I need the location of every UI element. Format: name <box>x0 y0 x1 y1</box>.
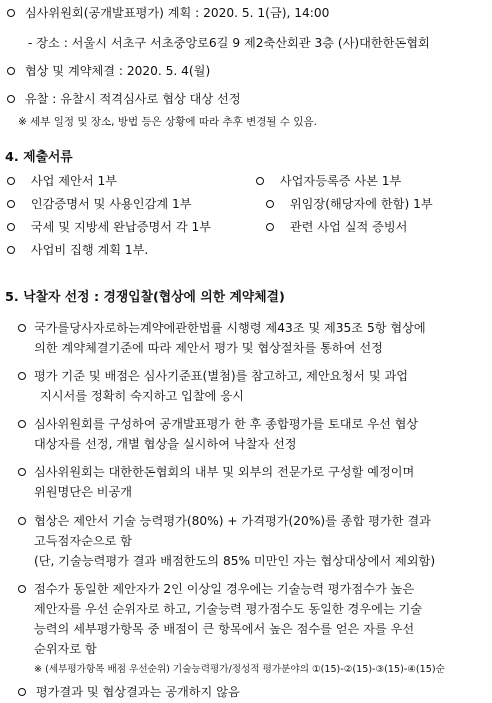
committee-text: 심사위원회(공개발표평가) 계획 : 2020. 5. 1(금), 14:00 <box>24 6 330 20</box>
circle-bullet-icon <box>7 200 15 208</box>
circle-bullet-icon <box>7 223 15 231</box>
circle-bullet-icon <box>256 177 264 185</box>
venue-line: - 장소 : 서울시 서초구 서초중앙로6길 9 제2축산회관 3층 (사)대한한돈협회 <box>28 36 430 50</box>
circle-bullet-icon <box>18 468 26 476</box>
selection-paragraph <box>18 511 484 571</box>
failed-bid-text: 유찰 : 유찰시 적격심사로 협상 대상 선정 <box>24 92 241 106</box>
paragraph-line: 의한 계약체결기준에 따라 제안서 평가 및 협상절차를 통하여 선정 <box>34 341 383 355</box>
priority-note: ※ (세부평가항목 배점 우선순위) 기술능력평가/정성적 평가분야의 ①(15)-②(15)-③(15)-④(15)순 <box>34 664 445 675</box>
paragraph-line: (단, 기술능력평가 결과 배점한도의 85% 미만인 자는 협상대상에서 제외함) <box>34 554 436 568</box>
list-item <box>7 242 148 258</box>
paragraph-line: 심사위원회는 대한한돈협회의 내부 및 외부의 전문가로 구성할 예정이며 <box>34 465 415 479</box>
paragraph-line: 협상은 제안서 기술 능력평가(80%) + 가격평가(20%)를 종합 평가한 결과 <box>34 514 431 528</box>
paragraph-line: 능력의 세부평가항목 중 배점이 큰 항목에서 높은 점수를 얻은 자를 우선 <box>34 622 415 636</box>
circle-bullet-icon <box>7 9 15 17</box>
circle-bullet-icon <box>18 420 26 428</box>
list-item-text: 인감증명서 및 사용인감계 1부 <box>30 197 192 211</box>
circle-bullet-icon <box>18 324 26 332</box>
circle-bullet-icon <box>7 95 15 103</box>
circle-bullet-icon <box>266 223 274 231</box>
paragraph-line: 제안자를 우선 순위자로 하고, 기술능력 평가점수도 동일한 경우에는 기술 <box>34 602 423 616</box>
list-item-text: 사업 제안서 1부 <box>30 174 118 188</box>
paragraph-line: 지시서를 정확히 숙지하고 입찰에 응시 <box>40 389 244 403</box>
final-text: 평가결과 및 협상결과는 공개하지 않음 <box>35 685 240 699</box>
circle-bullet-icon <box>18 372 26 380</box>
list-item-text: 사업비 집행 계획 1부. <box>30 243 149 257</box>
circle-bullet-icon <box>18 517 26 525</box>
failed-bid-line <box>7 91 241 107</box>
contract-text: 협상 및 계약체결 : 2020. 5. 4(월) <box>24 64 211 78</box>
circle-bullet-icon <box>7 67 15 75</box>
selection-paragraph <box>18 414 484 454</box>
committee-line <box>7 5 329 21</box>
list-item <box>7 196 192 212</box>
list-item <box>266 219 407 235</box>
selection-paragraph <box>18 318 484 358</box>
paragraph-line: 순위자로 함 <box>34 642 97 656</box>
selection-paragraph <box>18 462 484 502</box>
list-item <box>266 196 433 212</box>
contract-line <box>7 63 210 79</box>
circle-bullet-icon <box>7 177 15 185</box>
circle-bullet-icon <box>266 200 274 208</box>
circle-bullet-icon <box>18 585 26 593</box>
schedule-note: ※ 세부 일정 및 장소, 방법 등은 상황에 따라 추후 변경될 수 있음. <box>18 116 317 128</box>
paragraph-line: 심사위원회를 구성하여 공개발표평가 한 후 종합평가를 토대로 우선 협상 <box>34 417 419 431</box>
section5-title: 5. 낙찰자 선정 : 경쟁입찰(협상에 의한 계약체결) <box>5 290 285 305</box>
list-item-text: 사업자등록증 사본 1부 <box>279 174 402 188</box>
final-line <box>18 684 240 700</box>
paragraph-line: 국가를당사자로하는계약에관한법률 시행령 제43조 및 제35조 5항 협상에 <box>34 321 426 335</box>
section4-title: 4. 제출서류 <box>5 150 73 165</box>
list-item-text: 관련 사업 실적 증빙서 <box>289 220 408 234</box>
paragraph-line: 대상자를 선정, 개별 협상을 실시하여 낙찰자 선정 <box>34 437 297 451</box>
list-item <box>7 173 117 189</box>
list-item <box>7 219 211 235</box>
list-item-text: 국세 및 지방세 완납증명서 각 1부 <box>30 220 212 234</box>
paragraph-line: 점수가 동일한 제안자가 2인 이상일 경우에는 기술능력 평가점수가 높은 <box>34 582 415 596</box>
selection-paragraph <box>18 366 484 406</box>
paragraph-line: 위원명단은 비공개 <box>34 485 133 499</box>
circle-bullet-icon <box>7 246 15 254</box>
circle-bullet-icon <box>18 688 26 696</box>
paragraph-line: 평가 기준 및 배점은 심사기준표(별첨)를 참고하고, 제안요청서 및 과업 <box>34 369 409 383</box>
paragraph-line: 고득점자순으로 함 <box>34 534 133 548</box>
list-item <box>256 173 401 189</box>
selection-paragraph <box>18 579 484 659</box>
list-item-text: 위임장(해당자에 한함) 1부 <box>289 197 433 211</box>
